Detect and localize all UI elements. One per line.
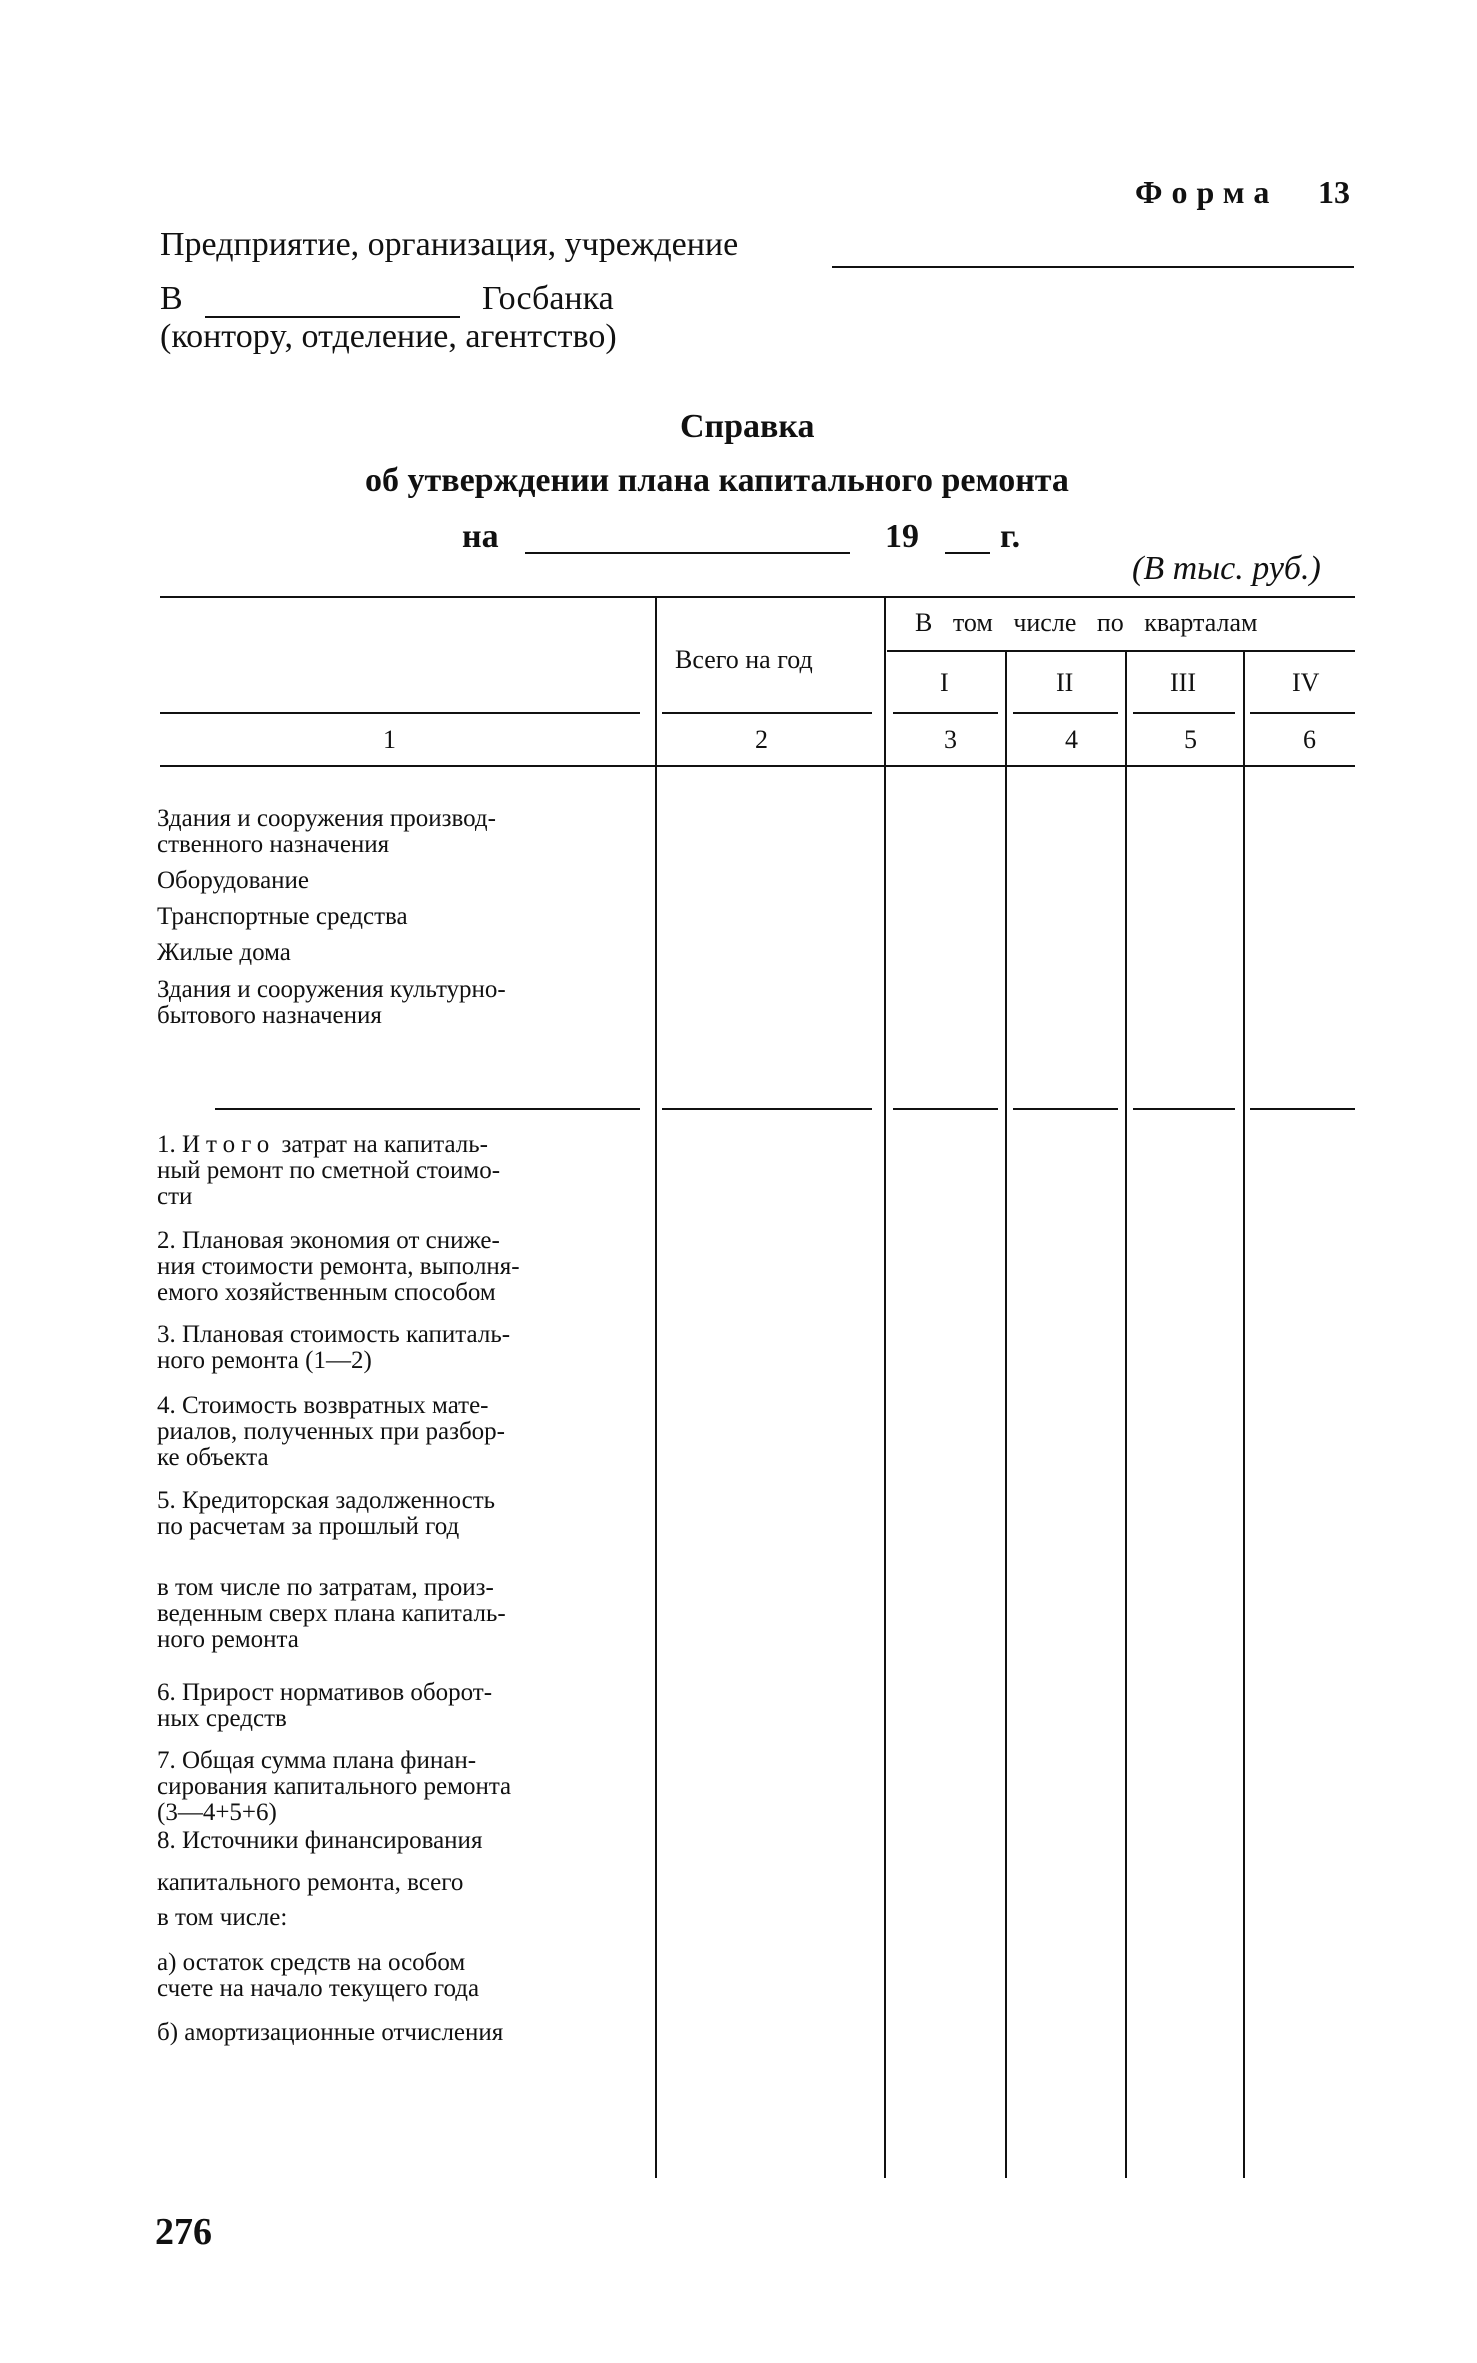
row-transport: Транспортные средства: [157, 903, 408, 930]
column-number-6: 6: [1303, 725, 1316, 754]
row-industrial-buildings: Здания и сооружения производ- ственного назначения: [157, 805, 496, 858]
column-number-4: 4: [1065, 725, 1078, 754]
enterprise-blank-line: [832, 266, 1354, 268]
bank-note: (конторy, отделение, агентство): [160, 318, 617, 355]
row-total-costs: 1. Итого затрат на капиталь- ный ремонт по сметной стоимо- сти: [157, 1131, 501, 1210]
row-planned-savings: 2. Плановая экономия от сниже- ния стоимости ремонта, выполня- емого хозяйственным способом: [157, 1227, 520, 1306]
enterprise-label: Предприятие, организация, учреждение: [160, 226, 739, 263]
row-residential: Жилые дома: [157, 939, 291, 966]
date-prefix: на: [462, 518, 499, 555]
row-returnable-materials: 4. Стоимость возвратных мате- риалов, полученных при разбор- ке объекта: [157, 1392, 505, 1471]
header-quarter-1: I: [940, 668, 949, 697]
row-including: в том числе:: [157, 1904, 288, 1931]
row-equipment: Оборудование: [157, 867, 310, 894]
form-number: 13: [1318, 174, 1350, 210]
row-creditor-debt: 5. Кредиторская задолженность по расчетам за прошлый год: [157, 1487, 496, 1540]
column-number-2: 2: [755, 725, 768, 754]
column-number-1: 1: [383, 725, 396, 754]
date-blank-line: [525, 552, 850, 554]
bank-label: Госбанка: [482, 280, 614, 317]
form-label: Форма: [1135, 174, 1279, 210]
header-quarters-group: В том числе по кварталам: [915, 608, 1258, 637]
row-financing-sources: 8. Источники финансирования: [157, 1827, 483, 1854]
document-title: Справка: [680, 408, 815, 445]
page-number: 276: [155, 2211, 212, 2253]
row-financing-sources-total: капитального ремонта, всего: [157, 1869, 464, 1896]
year-blank-line: [945, 552, 990, 554]
header-total: Всего на год: [675, 645, 813, 674]
row-total-financing: 7. Общая сумма плана финан- сирования капитального ремонта (3—4+5+6): [157, 1747, 512, 1826]
year-prefix: 19: [885, 518, 919, 555]
header-quarter-3: III: [1170, 668, 1196, 697]
header-quarter-2: II: [1056, 668, 1074, 697]
units-note: (В тыс. руб.): [1132, 550, 1321, 587]
document-subtitle: об утверждении плана капитального ремонта: [365, 462, 1069, 499]
row-working-capital: 6. Прирост нормативов оборот- ных средств: [157, 1679, 493, 1732]
row-special-account-balance: а) остаток средств на особом счете на начало текущего года: [157, 1949, 480, 2002]
row-cultural-buildings: Здания и сооружения культурно- бытового назначения: [157, 976, 506, 1029]
bank-prefix: В: [160, 280, 183, 317]
year-suffix: г.: [1000, 518, 1021, 555]
column-number-5: 5: [1184, 725, 1197, 754]
column-number-3: 3: [944, 725, 957, 754]
header-quarter-4: IV: [1292, 668, 1320, 697]
row-depreciation: б) амортизационные отчисления: [157, 2019, 504, 2046]
row-over-plan-costs: в том числе по затратам, произ- веденным сверх плана капиталь- ного ремонта: [157, 1574, 506, 1653]
row-planned-cost: 3. Плановая стоимость капиталь- ного ремонта (1—2): [157, 1321, 511, 1374]
